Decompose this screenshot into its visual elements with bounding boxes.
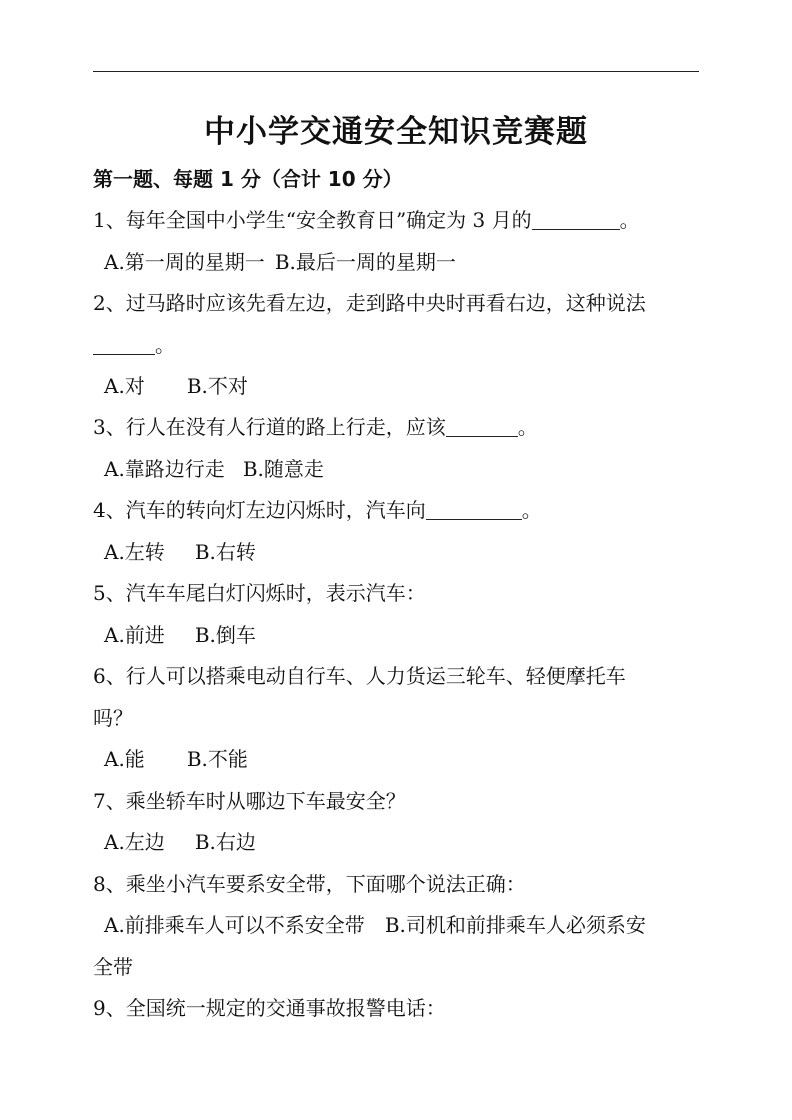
header-rule bbox=[93, 71, 699, 72]
question-6-options bbox=[104, 746, 248, 772]
question-3 bbox=[93, 414, 538, 440]
question-2: 2、过马路时应该先看左边，走到路中央时再看右边，这种说法 bbox=[93, 291, 646, 315]
page-title: 中小学交通安全知识竞赛题 bbox=[204, 114, 588, 150]
question-9: 9、全国统一规定的交通事故报警电话： bbox=[93, 996, 446, 1020]
question-6-line2: 吗？ bbox=[93, 706, 133, 730]
answer-blank bbox=[446, 416, 518, 437]
option-b: B.不对 bbox=[186, 374, 248, 398]
option-b: B.随意走 bbox=[242, 457, 324, 481]
question-4-end: 。 bbox=[521, 498, 542, 522]
question-1-text: 1、每年全国中小学生“安全教育日”确定为 3 月的 bbox=[93, 208, 532, 232]
section-heading: 第一题、每题 1 分（合计 10 分） bbox=[93, 167, 403, 191]
question-8-options bbox=[104, 912, 646, 938]
question-3-text: 3、行人在没有人行道的路上行走，应该 bbox=[93, 415, 446, 439]
option-b: B.右边 bbox=[194, 830, 256, 854]
option-b: B.司机和前排乘车人必须系安 bbox=[384, 913, 646, 937]
question-2-options bbox=[104, 373, 248, 399]
question-6: 6、行人可以搭乘电动自行车、人力货运三轮车、轻便摩托车 bbox=[93, 664, 626, 688]
option-a: A.对 bbox=[104, 374, 145, 398]
answer-blank bbox=[532, 209, 620, 230]
option-a: A.前排乘车人可以不系安全带 bbox=[104, 913, 365, 937]
question-8: 8、乘坐小汽车要系安全带，下面哪个说法正确： bbox=[93, 872, 526, 896]
option-b: B.最后一周的星期一 bbox=[274, 250, 456, 274]
question-5-options bbox=[104, 622, 256, 648]
question-4-options bbox=[104, 539, 256, 565]
question-4-text: 4、汽车的转向灯左边闪烁时，汽车向 bbox=[93, 498, 426, 522]
question-3-end: 。 bbox=[517, 415, 538, 439]
option-a: A.左转 bbox=[104, 540, 165, 564]
question-5: 5、汽车车尾白灯闪烁时，表示汽车： bbox=[93, 581, 426, 605]
question-1-end: 。 bbox=[619, 208, 640, 232]
question-4 bbox=[93, 497, 542, 523]
option-b: B.倒车 bbox=[194, 623, 256, 647]
question-7-options bbox=[104, 829, 256, 855]
option-b: B.不能 bbox=[186, 747, 248, 771]
option-a: A.左边 bbox=[104, 830, 165, 854]
question-2-line2 bbox=[93, 332, 175, 358]
question-3-options bbox=[104, 456, 324, 482]
question-7: 7、乘坐轿车时从哪边下车最安全？ bbox=[93, 789, 406, 813]
question-1 bbox=[93, 207, 640, 233]
question-1-options bbox=[104, 249, 456, 275]
option-b: B.右转 bbox=[194, 540, 256, 564]
option-a: A.靠路边行走 bbox=[104, 457, 225, 481]
option-a: A.前进 bbox=[104, 623, 165, 647]
question-2-end: 。 bbox=[155, 333, 175, 357]
option-a: A.能 bbox=[104, 747, 145, 771]
option-a: A.第一周的星期一 bbox=[104, 250, 265, 274]
answer-blank bbox=[426, 499, 522, 520]
question-8-options-line2: 全带 bbox=[93, 955, 133, 979]
answer-blank bbox=[93, 334, 155, 355]
